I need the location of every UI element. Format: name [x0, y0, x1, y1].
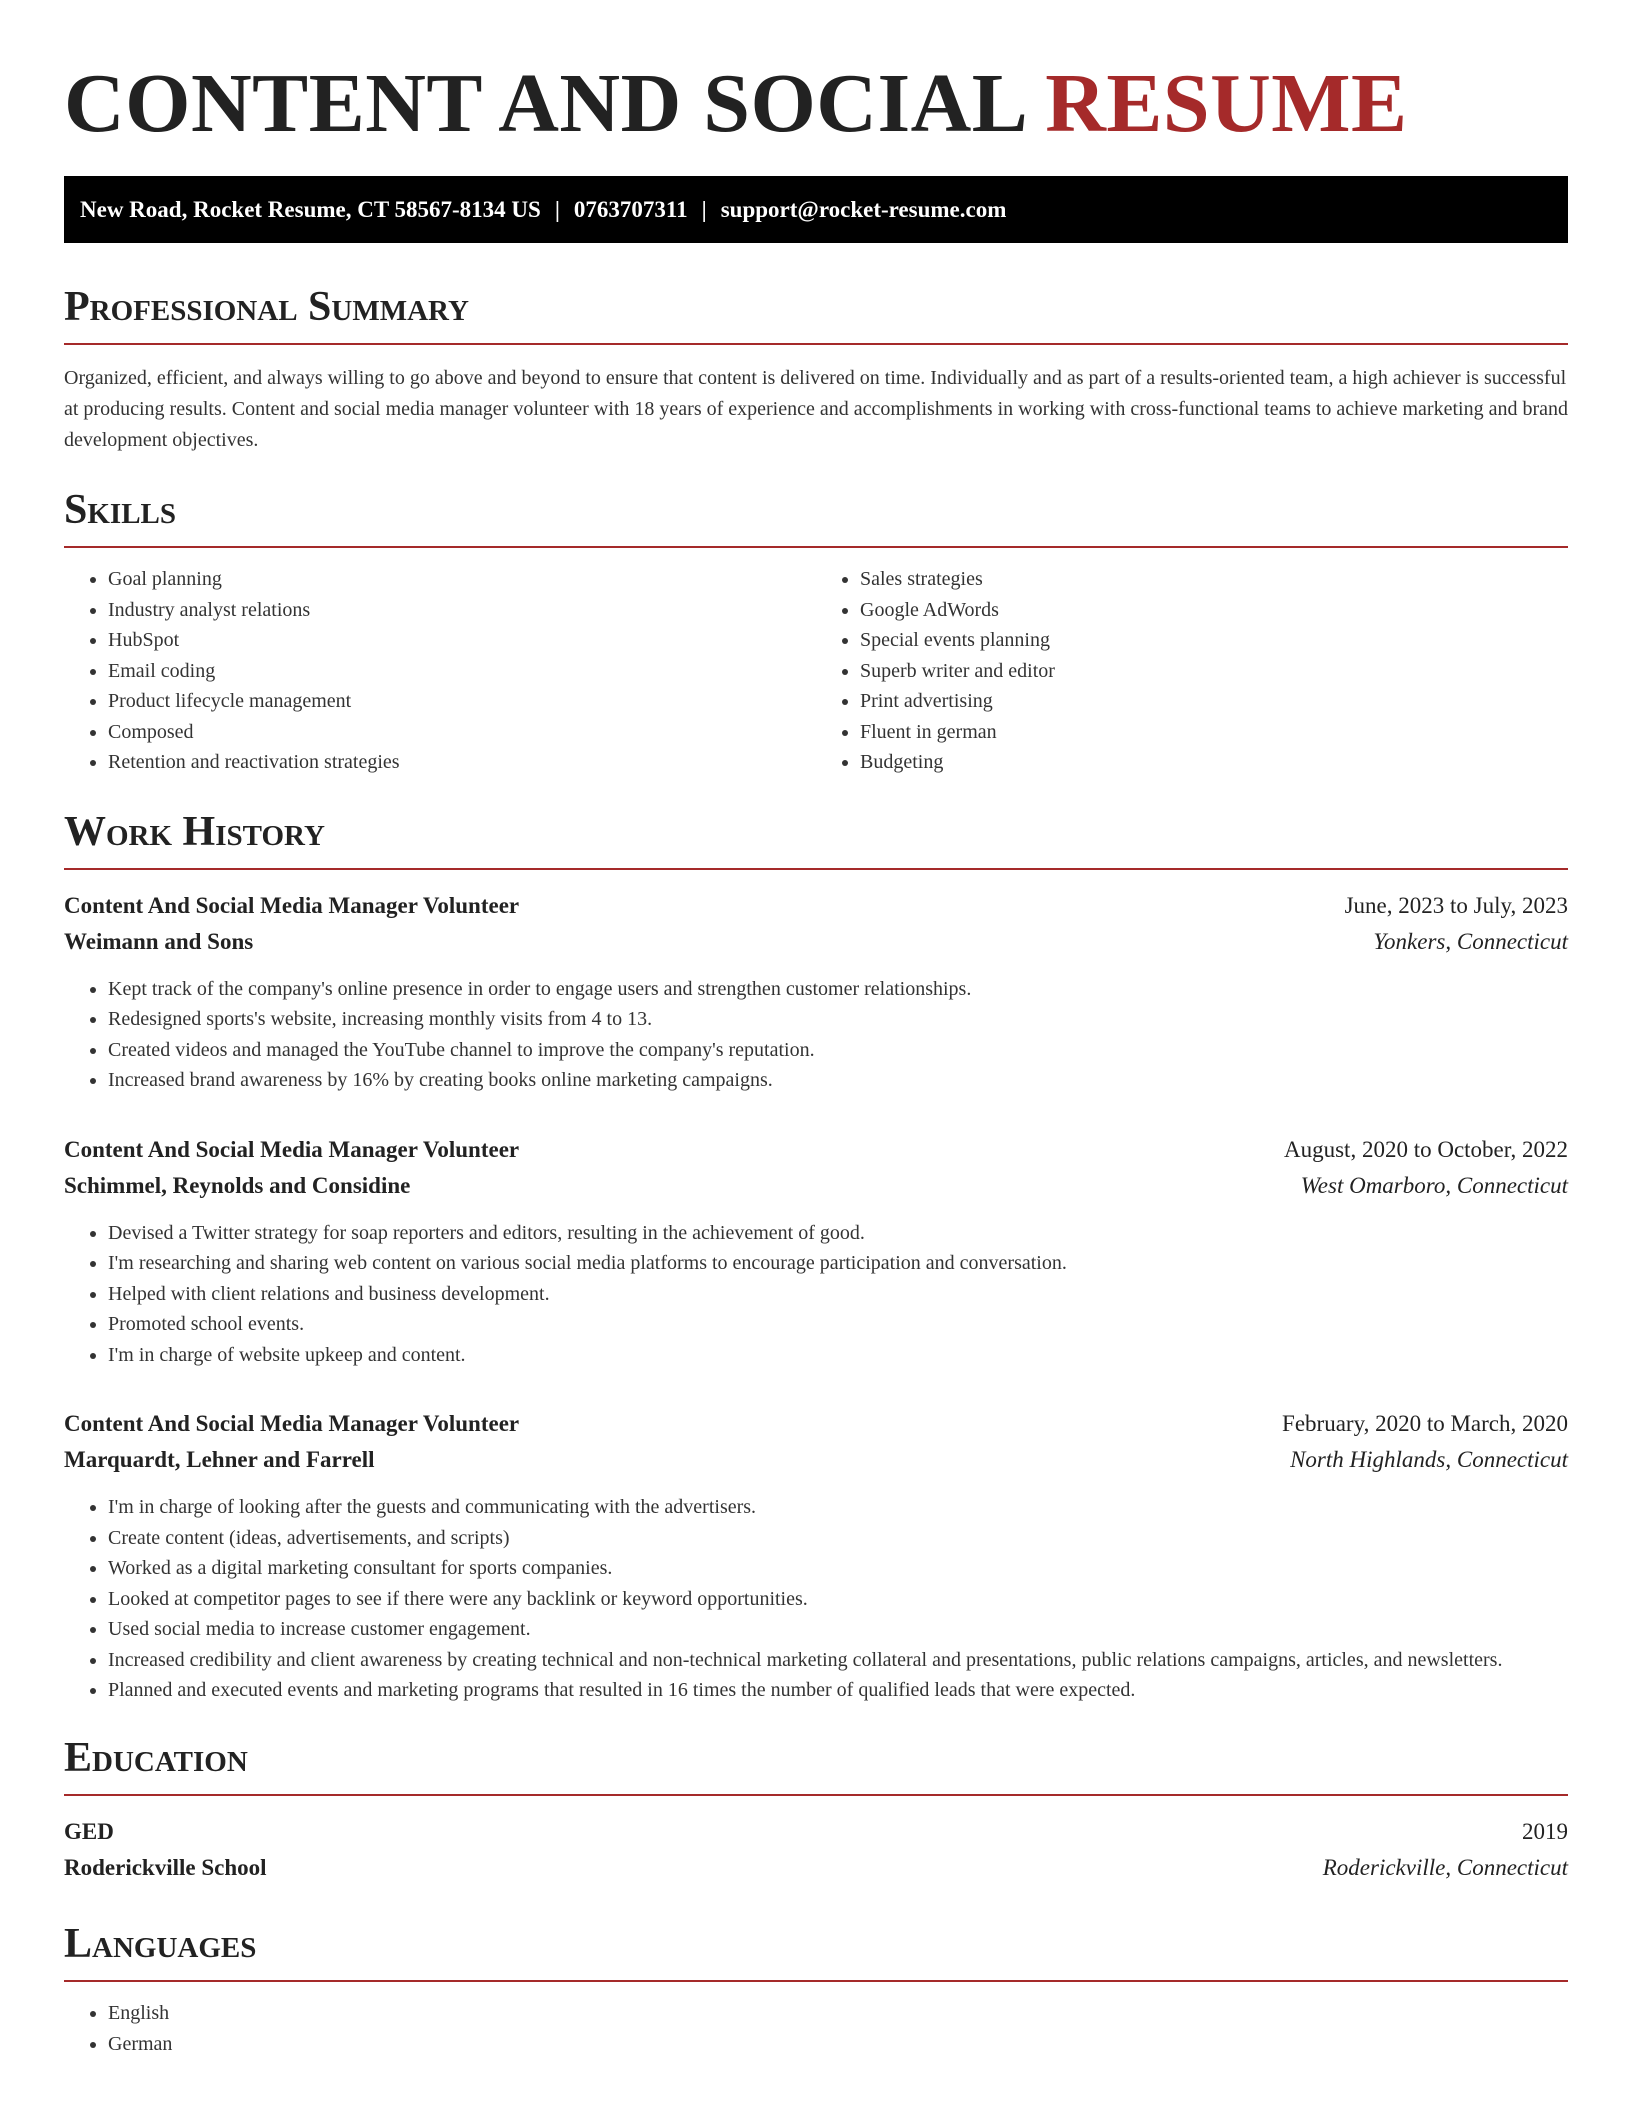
- job-bullet: • I'm in charge of website upkeep and content.: [108, 1340, 1568, 1371]
- job-bullet: • Kept track of the company's online presence in order to engage users and strengthen customer relationships.: [108, 974, 1568, 1005]
- job-bullet: • I'm researching and sharing web content on various social media platforms to encourage participation and conversation.: [108, 1248, 1568, 1279]
- job-bullets: [64, 1492, 1568, 1706]
- job-bullet: • Create content (ideas, advertisements, and scripts): [108, 1523, 1568, 1554]
- education-header-row: [64, 1814, 1568, 1850]
- contact-address: New Road, Rocket Resume, CT 58567-8134 US: [80, 197, 541, 222]
- language-item: • German: [108, 2029, 1568, 2060]
- job-bullet: • Promoted school events.: [108, 1309, 1568, 1340]
- education-year: 2019: [1522, 1818, 1568, 1844]
- section-heading-skills: Skills: [64, 482, 1568, 548]
- job-bullet: • Worked as a digital marketing consultant for sports companies.: [108, 1553, 1568, 1584]
- title-main: CONTENT AND SOCIAL: [64, 57, 1024, 150]
- contact-bar: [64, 176, 1568, 243]
- skill-item: • Sales strategies: [860, 564, 1568, 595]
- education-entry: [64, 1814, 1568, 1886]
- education-section: [64, 1730, 1568, 1886]
- job-title: Content And Social Media Manager Volunteer: [64, 1411, 520, 1436]
- resume-title: [64, 0, 1568, 152]
- job-title: Content And Social Media Manager Volunteer: [64, 892, 520, 918]
- job-dates: June, 2023 to July, 2023: [1344, 892, 1568, 918]
- job-company-row: [64, 1168, 1568, 1204]
- job-company: Schimmel, Reynolds and Considine: [64, 1172, 411, 1198]
- skills-section: [64, 482, 1568, 778]
- job-dates: August, 2020 to October, 2022: [1284, 1136, 1568, 1162]
- skill-item: • Special events planning: [860, 625, 1568, 656]
- contact-separator: |: [701, 197, 707, 222]
- job-bullet: • Used social media to increase customer engagement.: [108, 1614, 1568, 1645]
- skill-item: • Product lifecycle management: [108, 686, 816, 717]
- job-bullet: • Planned and executed events and marketing programs that resulted in 16 times the number of qualified leads that were expected.: [108, 1675, 1568, 1706]
- languages-list: [64, 1998, 1568, 2060]
- skills-columns: [64, 564, 1568, 778]
- job-bullet: • Redesigned sports's website, increasing monthly visits from 4 to 13.: [108, 1004, 1568, 1035]
- education-school-row: [64, 1850, 1568, 1886]
- skill-item: • Composed: [108, 717, 816, 748]
- section-heading-languages: Languages: [64, 1916, 1568, 1982]
- skill-item: • Google AdWords: [860, 595, 1568, 626]
- job-bullet: • Increased brand awareness by 16% by creating books online marketing campaigns.: [108, 1065, 1568, 1096]
- work-history-section: [64, 804, 1568, 1706]
- professional-summary-section: [64, 279, 1568, 456]
- job-dates: February, 2020 to March, 2020: [1282, 1411, 1568, 1436]
- education-location: Roderickville, Connecticut: [1322, 1854, 1568, 1880]
- skill-item: • Email coding: [108, 656, 816, 687]
- job-entry: [64, 1132, 1568, 1371]
- job-header-row: [64, 1132, 1568, 1168]
- education-school: Roderickville School: [64, 1854, 267, 1880]
- job-bullet: • Looked at competitor pages to see if there were any backlink or keyword opportunities.: [108, 1584, 1568, 1615]
- job-header-row: [64, 888, 1568, 924]
- job-title: Content And Social Media Manager Volunteer: [64, 1136, 520, 1162]
- skills-list-right: [816, 564, 1568, 778]
- contact-separator: |: [554, 197, 560, 222]
- job-bullet: • I'm in charge of looking after the guests and communicating with the advertisers.: [108, 1492, 1568, 1523]
- skills-list-left: [64, 564, 816, 778]
- skill-item: • Fluent in german: [860, 717, 1568, 748]
- section-heading-work: Work History: [64, 804, 1568, 870]
- job-bullets: [64, 974, 1568, 1096]
- skill-item: • Industry analyst relations: [108, 595, 816, 626]
- job-company: Weimann and Sons: [64, 928, 254, 954]
- job-location: Yonkers, Connecticut: [1373, 928, 1568, 954]
- skill-item: • Print advertising: [860, 686, 1568, 717]
- skill-item: • Goal planning: [108, 564, 816, 595]
- job-entry: [64, 888, 1568, 1096]
- job-entry: [64, 1406, 1568, 1706]
- contact-phone: 0763707311: [573, 197, 688, 222]
- section-heading-summary: Professional Summary: [64, 279, 1568, 345]
- education-degree: GED: [64, 1818, 114, 1844]
- job-header-row: [64, 1406, 1568, 1442]
- skill-item: • Retention and reactivation strategies: [108, 747, 816, 778]
- job-bullet: • Devised a Twitter strategy for soap reporters and editors, resulting in the achievement of good.: [108, 1218, 1568, 1249]
- skill-item: • Budgeting: [860, 747, 1568, 778]
- job-location: North Highlands, Connecticut: [1290, 1447, 1568, 1472]
- language-item: • English: [108, 1998, 1568, 2029]
- title-accent: RESUME: [1045, 57, 1408, 150]
- job-company: Marquardt, Lehner and Farrell: [64, 1447, 375, 1472]
- contact-email: support@rocket-resume.com: [720, 197, 1007, 222]
- job-bullet: • Helped with client relations and business development.: [108, 1279, 1568, 1310]
- job-company-row: [64, 1442, 1568, 1478]
- job-bullets: [64, 1218, 1568, 1371]
- skill-item: • HubSpot: [108, 625, 816, 656]
- section-heading-education: Education: [64, 1730, 1568, 1796]
- job-bullet: • Increased credibility and client awareness by creating technical and non-technical marketing collateral and presentations, public relations campaigns, articles, and newsletters.: [108, 1645, 1568, 1676]
- summary-text: Organized, efficient, and always willing to go above and beyond to ensure that content is delivered on time. Individually and as part of a results-oriented team, a high achiever is successful at producing results. Content and social media manager volunteer with 18 years of experience and accomplishments in working with cross-functional teams to achieve marketing and brand development objectives.: [64, 367, 1568, 451]
- job-location: West Omarboro, Connecticut: [1300, 1172, 1568, 1198]
- languages-section: [64, 1916, 1568, 2060]
- job-bullet: • Created videos and managed the YouTube channel to improve the company's reputation.: [108, 1035, 1568, 1066]
- skill-item: • Superb writer and editor: [860, 656, 1568, 687]
- job-company-row: [64, 924, 1568, 960]
